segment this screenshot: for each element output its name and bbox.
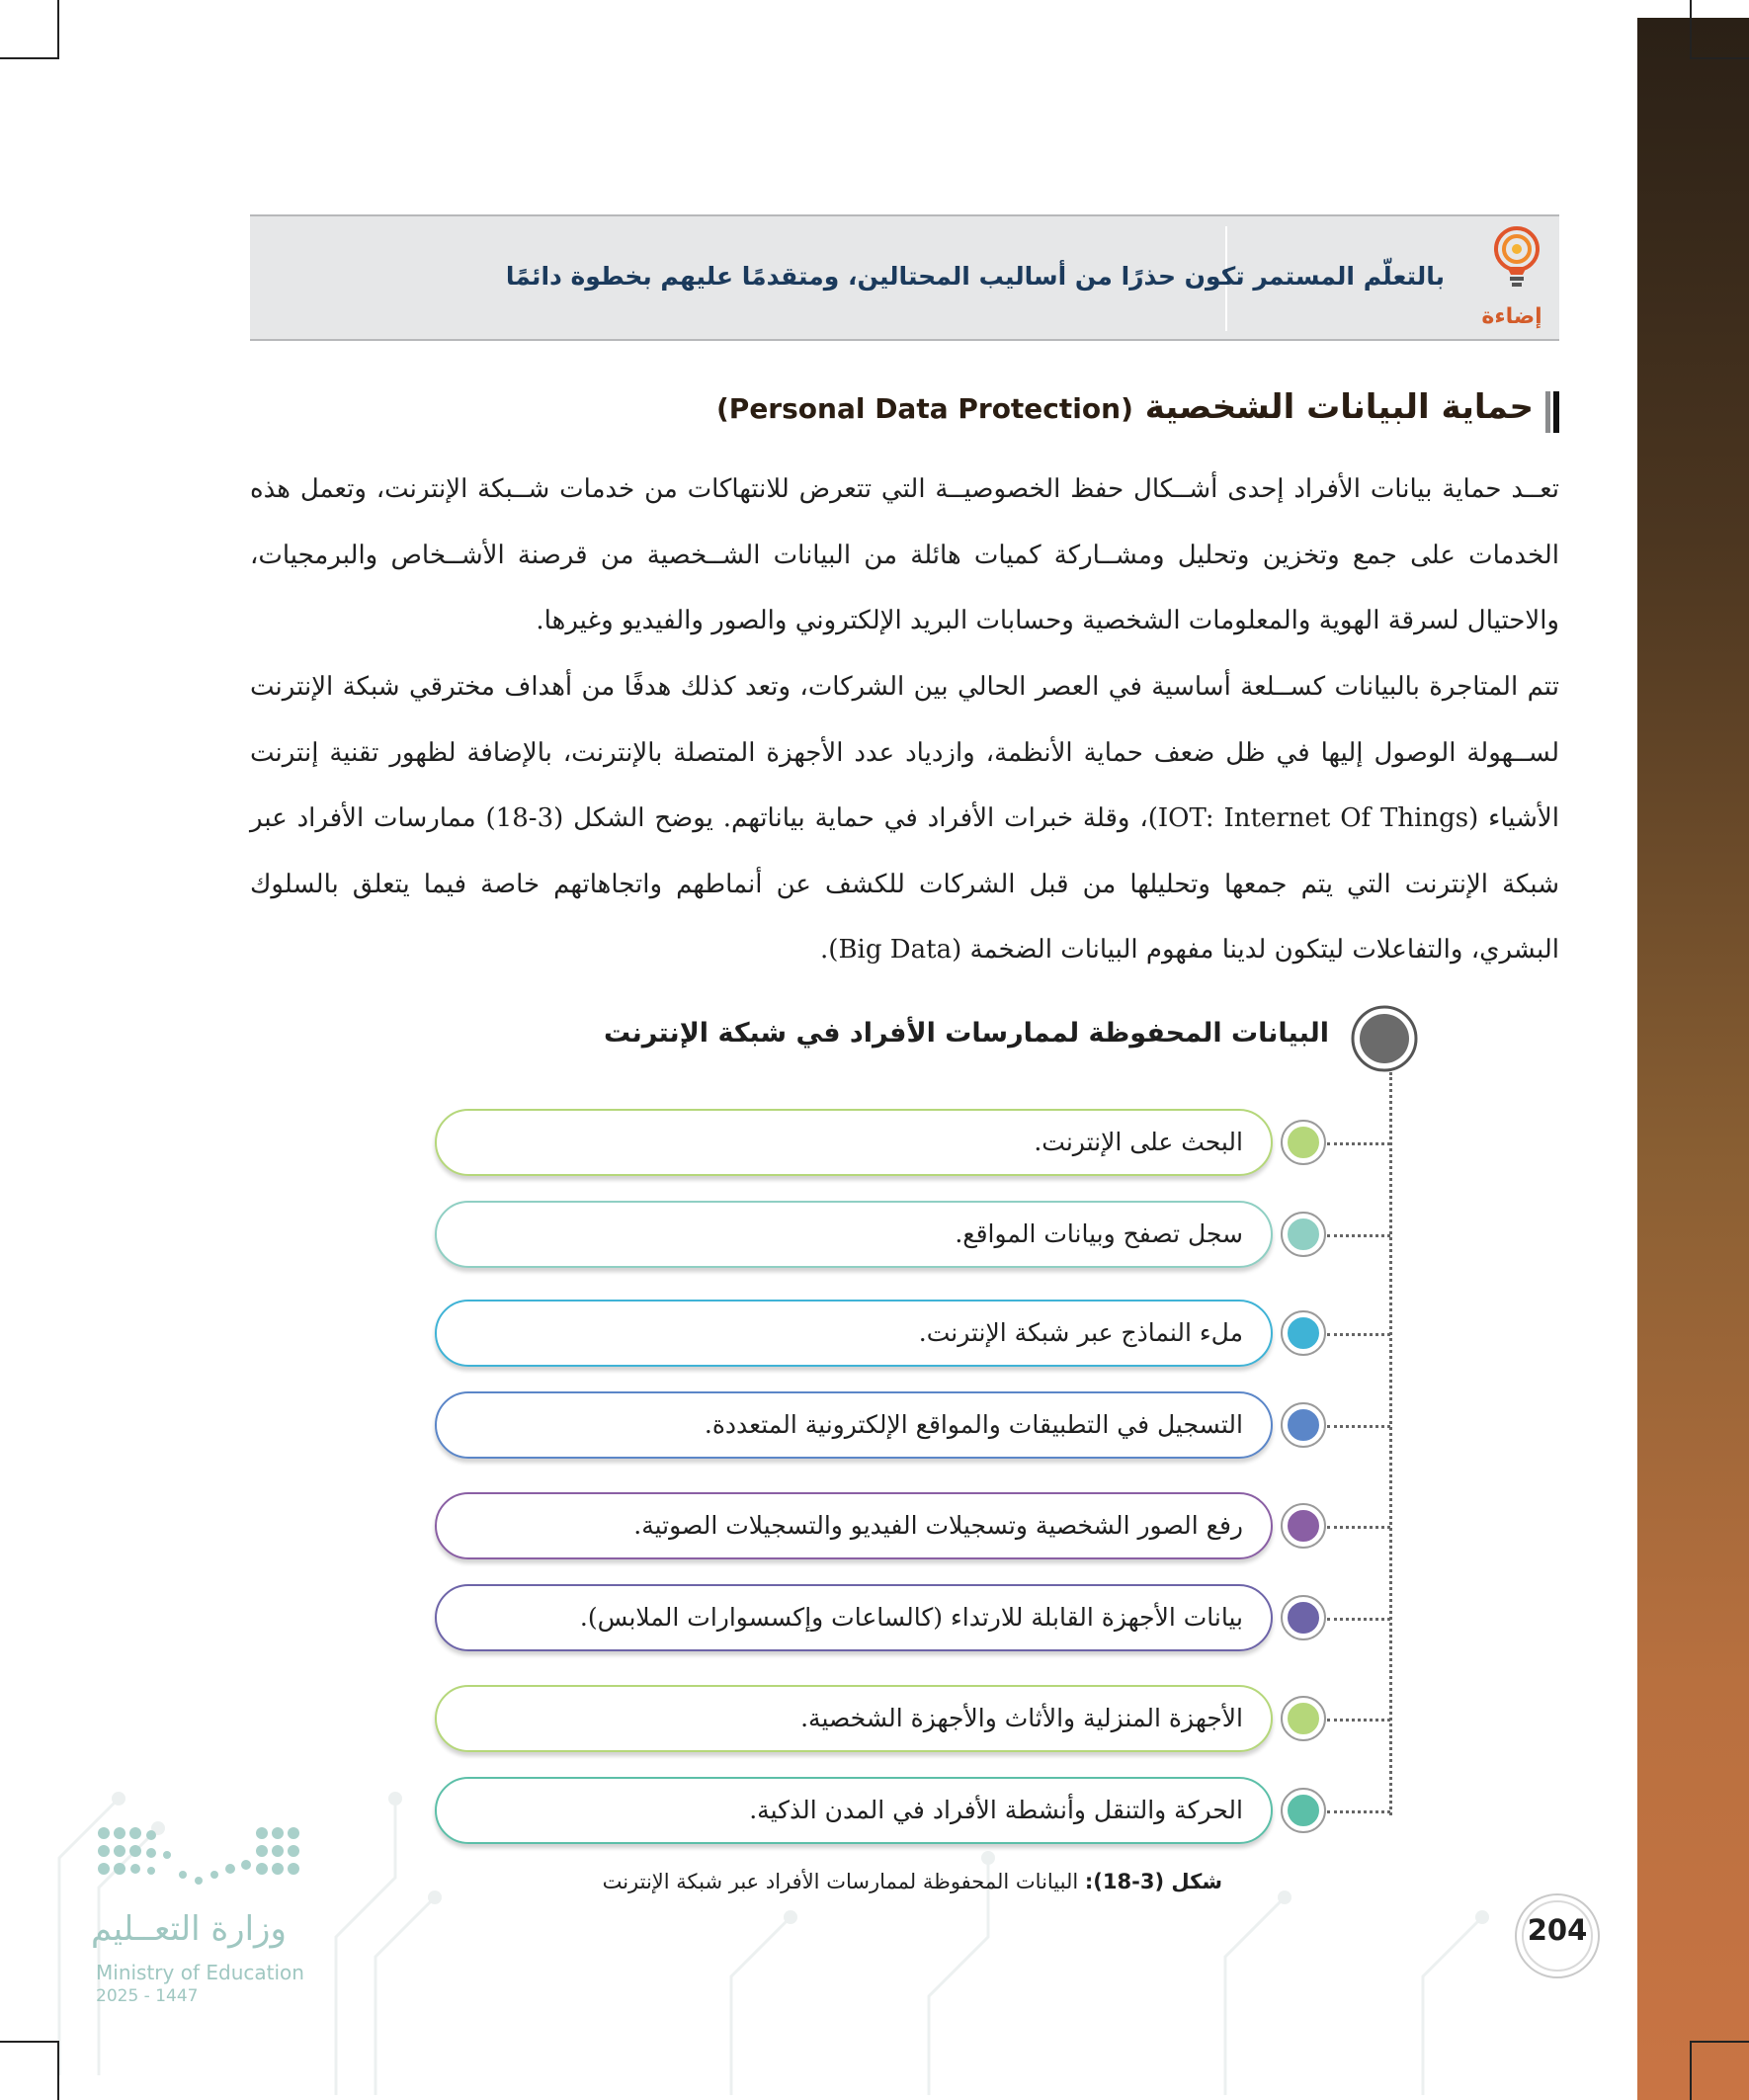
section-title [249, 387, 1534, 427]
tip-label: إضاءة [1481, 304, 1542, 329]
crop-mark [0, 2041, 59, 2043]
diagram-item [435, 1109, 1273, 1176]
diagram-item [435, 1584, 1273, 1651]
figure-caption-text: البيانات المحفوظة لممارسات الأفراد عبر شبكة الإنترنت [602, 1870, 1085, 1893]
diagram-connector-dot [1327, 1719, 1390, 1722]
diagram-item [435, 1201, 1273, 1268]
diagram-title: البيانات المحفوظة لممارسات الأفراد في شبكة الإنترنت [604, 1018, 1329, 1049]
heading-marker [1545, 391, 1550, 433]
diagram-connector-dot [1327, 1618, 1390, 1621]
diagram-item-text: رفع الصور الشخصية وتسجيلات الفيديو والتسجيلات الصوتية. [633, 1511, 1243, 1540]
diagram-connector-dot [1327, 1234, 1390, 1237]
diagram-connector-dot [1327, 1425, 1390, 1428]
diagram-item [435, 1391, 1273, 1459]
diagram-connector-dot [1327, 1142, 1390, 1145]
diagram-item-text: الحركة والتنقل وأنشطة الأفراد في المدن الذكية. [749, 1796, 1243, 1824]
diagram-bullet [1285, 1507, 1322, 1545]
diagram-item-text: الأجهزة المنزلية والأثاث والأجهزة الشخصية. [800, 1704, 1243, 1732]
decorative-side-strip [1637, 18, 1749, 2100]
diagram-connector-dot [1327, 1526, 1390, 1529]
diagram-item-text: البحث على الإنترنت. [1034, 1128, 1243, 1156]
crop-mark [1690, 2041, 1692, 2100]
diagram-connector-dot [1327, 1810, 1390, 1813]
ministry-name-ar: وزارة التعــليم [91, 1909, 287, 1949]
ministry-logo-icon [96, 1825, 308, 1894]
figure-caption [333, 1870, 1222, 1893]
diagram-bullet [1285, 1216, 1322, 1253]
diagram-bullet [1285, 1314, 1322, 1352]
diagram-item [435, 1492, 1273, 1559]
diagram-item-text: بيانات الأجهزة القابلة للارتداء (كالساعات وإكسسوارات الملابس). [579, 1603, 1243, 1632]
diagram-bullet [1285, 1792, 1322, 1829]
diagram-bullet [1285, 1700, 1322, 1737]
diagram-item-text: سجل تصفح وبيانات المواقع. [955, 1219, 1243, 1248]
heading-marker [1553, 391, 1559, 433]
diagram-connector-dot [1327, 1333, 1390, 1336]
ministry-name-en: Ministry of Education [96, 1961, 304, 1984]
diagram-item-text: التسجيل في التطبيقات والمواقع الإلكترونية المتعددة. [704, 1410, 1243, 1439]
diagram-title-bullet [1350, 1004, 1419, 1073]
crop-mark [57, 2041, 59, 2100]
ministry-year: 2025 - 1447 [96, 1986, 199, 2006]
page-number: 204 [1527, 1913, 1588, 1947]
figure-label: شكل (3-18): [1084, 1870, 1222, 1893]
section-title-ar: حماية البيانات الشخصية [1144, 387, 1534, 427]
crop-mark [57, 0, 59, 59]
crop-mark [1690, 57, 1749, 59]
tip-text: بالتعلّم المستمر تكون حذرًا من أساليب المحتالين، ومتقدمًا عليهم بخطوة دائمًا [505, 262, 1445, 291]
diagram-item [435, 1300, 1273, 1367]
diagram-item [435, 1685, 1273, 1752]
diagram-bullet [1285, 1599, 1322, 1637]
diagram-bullet [1285, 1406, 1322, 1444]
crop-mark [0, 57, 59, 59]
diagram-bullet [1285, 1124, 1322, 1161]
paragraph-2: تتم المتاجرة بالبيانات كســلعة أساسية في العصر الحالي بين الشركات، وتعد كذلك هدفًا من أهداف مخترقي شبكة الإنترنت لســهولة الوصول إليها في ظل ضعف حماية الأنظمة، وازدياد عدد الأجهزة المتصلة بالإنترنت، بالإضافة لظهور تقنية إنترنت الأشياء (IOT: Internet Of Things)، وقلة خبرات الأفراد في حماية بياناتهم. يوضح الشكل (3-18) ممارسات الأفراد عبر شبكة الإنترنت التي يتم جمعها وتحليلها من قبل الشركات للكشف عن أنماطهم واتجاهاتهم خاصة فيما يتعلق بالسلوك البشري، والتفاعلات ليتكون لدينا مفهوم البيانات الضخمة (Big Data). [250, 672, 1559, 965]
paragraph-1: تعــد حماية بيانات الأفراد إحدى أشــكال حفظ الخصوصيــة التي تتعرض للانتهاكات من خدمات شــبكة الإنترنت، وتعمل هذه الخدمات على جمع وتخزين وتحليل ومشــاركة كميات هائلة من البيانات الشــخصية من قرصنة الأشــخاص والبرمجيات، والاحتيال لسرقة الهوية والمعلومات الشخصية وحسابات البريد الإلكتروني والصور والفيديو وغيرها. [250, 474, 1559, 635]
lightbulb-icon [1487, 225, 1546, 293]
diagram-connector-line [1389, 1072, 1392, 1815]
diagram-item-text: ملء النماذج عبر شبكة الإنترنت. [918, 1318, 1243, 1347]
diagram-item [435, 1777, 1273, 1844]
section-title-en: (Personal Data Protection) [716, 392, 1133, 425]
crop-mark [1690, 2041, 1749, 2043]
crop-mark [1690, 0, 1692, 59]
